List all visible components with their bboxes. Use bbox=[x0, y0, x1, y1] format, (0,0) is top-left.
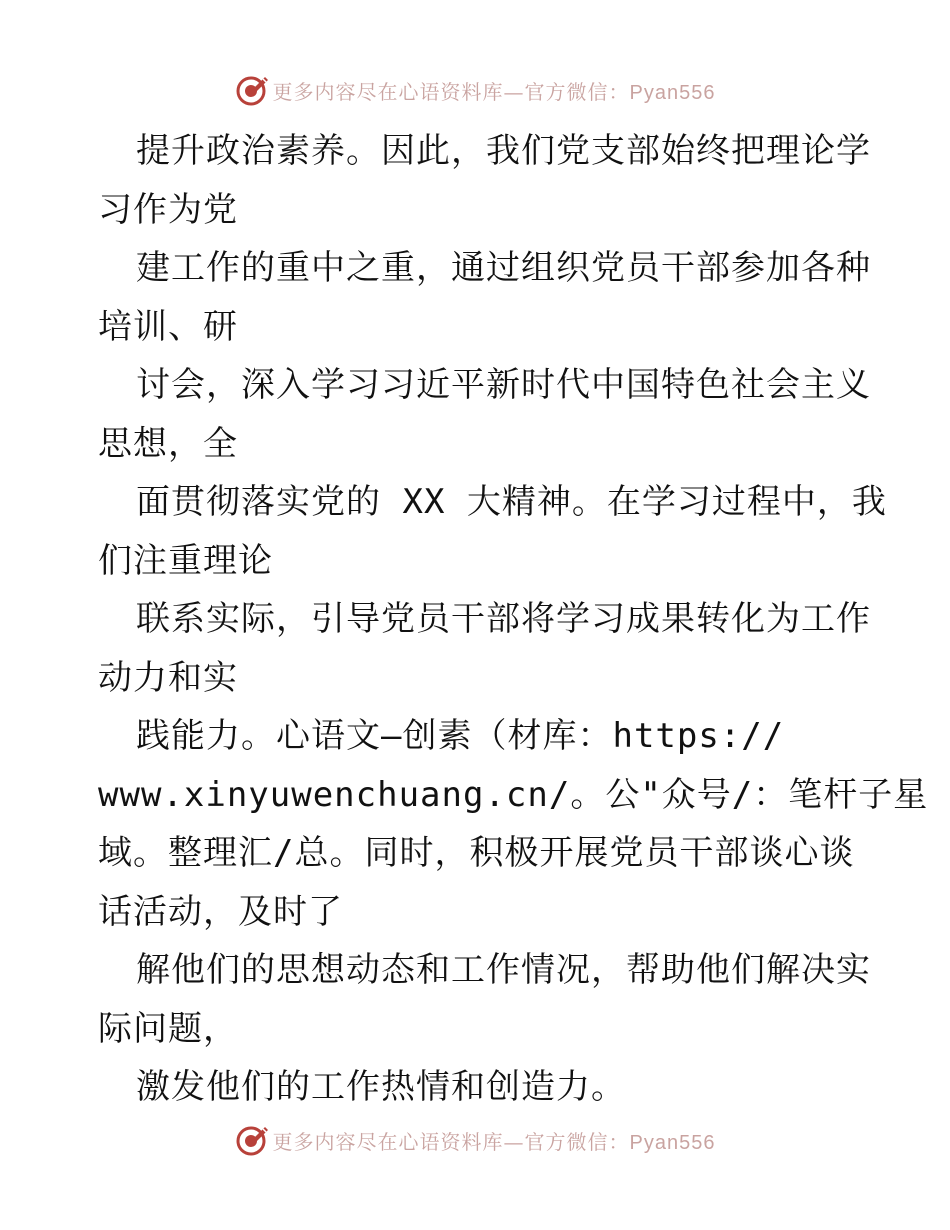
text-line: www.xinyuwenchuang.cn/。公"众号/：笔杆子星 bbox=[98, 774, 929, 815]
pen-logo-icon bbox=[235, 73, 269, 107]
text-line: 面贯彻落实党的 XX 大精神。在学习过程中，我 bbox=[136, 482, 887, 522]
header-watermark-banner bbox=[0, 70, 950, 110]
footer-banner-text: 更多内容尽在心语资料库—官方微信： bbox=[272, 1129, 630, 1154]
header-wechat-id: Pyan556 bbox=[629, 81, 716, 104]
text-line: 践能力。心语文—创素（材库：https:// bbox=[136, 716, 785, 756]
footer-watermark-banner bbox=[0, 1120, 950, 1160]
text-line: 提升政治素养。因此，我们党支部始终把理论学 bbox=[136, 131, 871, 171]
text-line: 激发他们的工作热情和创造力。 bbox=[136, 1067, 626, 1107]
text-line: 培训、研 bbox=[98, 306, 238, 347]
text-line: 们注重理论 bbox=[98, 540, 273, 581]
text-line: 际问题， bbox=[98, 1008, 238, 1049]
text-line: 建工作的重中之重，通过组织党员干部参加各种 bbox=[136, 248, 871, 288]
text-line: 习作为党 bbox=[98, 189, 238, 230]
pen-logo-icon bbox=[235, 1123, 269, 1157]
text-line: 话活动，及时了 bbox=[98, 891, 343, 932]
header-banner-text: 更多内容尽在心语资料库—官方微信： bbox=[272, 79, 630, 104]
text-line: 域。整理汇/总。同时，积极开展党员干部谈心谈 bbox=[98, 833, 855, 873]
document-body bbox=[98, 122, 929, 1117]
text-line: 动力和实 bbox=[98, 657, 238, 698]
footer-wechat-id: Pyan556 bbox=[629, 1131, 716, 1154]
text-line: 解他们的思想动态和工作情况，帮助他们解决实 bbox=[136, 950, 871, 990]
text-line: 联系实际，引导党员干部将学习成果转化为工作 bbox=[136, 599, 871, 639]
text-line: 讨会，深入学习习近平新时代中国特色社会主义 bbox=[136, 365, 871, 405]
text-line: 思想，全 bbox=[98, 423, 238, 464]
